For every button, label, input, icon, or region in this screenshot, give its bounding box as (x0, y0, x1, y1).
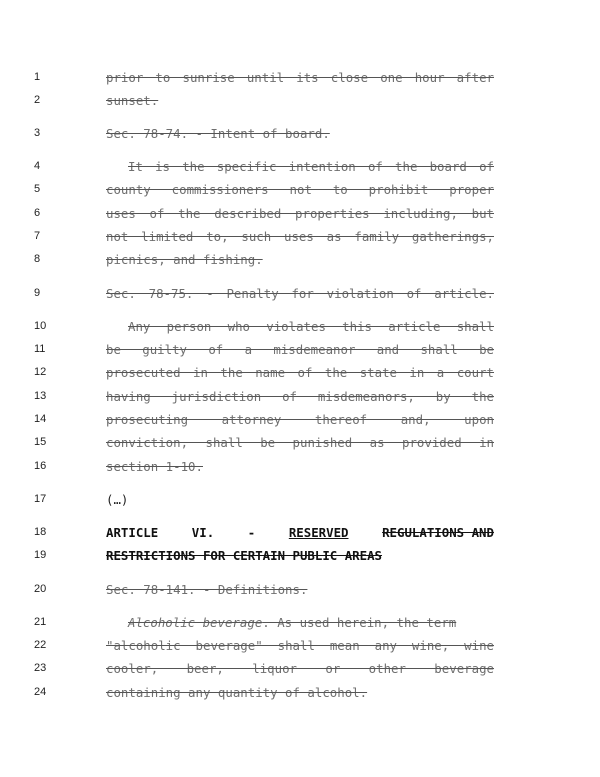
struck-text: prosecuted in the name of the state in a court (106, 365, 494, 380)
line-22 (0, 635, 600, 657)
line-number: 13 (34, 390, 47, 402)
line-21 (0, 612, 600, 634)
line-number: 1 (34, 71, 41, 83)
line-17 (0, 489, 600, 511)
deleted-text: REGULATIONS AND (382, 525, 494, 540)
line-number: 10 (34, 320, 47, 332)
ellipsis-text: (…) (106, 492, 129, 507)
line-16 (0, 456, 600, 478)
line-number: 12 (34, 366, 47, 378)
section-heading: Sec. 78-74. - Intent of board. (106, 126, 330, 141)
line-15 (0, 432, 600, 454)
struck-text (106, 612, 494, 634)
line-13 (0, 386, 600, 408)
section-heading: Sec. 78-141. - Definitions. (106, 582, 308, 597)
line-19 (0, 545, 600, 567)
article-dash: - (247, 525, 256, 540)
line-8 (0, 249, 600, 271)
article-word: ARTICLE (106, 525, 159, 540)
line-6 (0, 203, 600, 225)
line-number: 16 (34, 460, 47, 472)
line-24 (0, 682, 600, 704)
line-number: 3 (34, 127, 41, 139)
deleted-text: RESTRICTIONS FOR CERTAIN PUBLIC AREAS (106, 548, 383, 563)
line-7 (0, 226, 600, 248)
article-heading (106, 522, 494, 544)
struck-text: picnics, and fishing. (106, 252, 263, 267)
line-number: 22 (34, 639, 47, 651)
line-1 (0, 67, 600, 89)
line-20 (0, 579, 600, 601)
line-4 (0, 156, 600, 178)
struck-text: having jurisdiction of misdemeanors, by the (106, 389, 494, 404)
struck-text: "alcoholic beverage" shall mean any wine, wine (106, 638, 494, 653)
line-number: 19 (34, 549, 47, 561)
line-number: 2 (34, 94, 41, 106)
line-number: 15 (34, 436, 47, 448)
line-5 (0, 179, 600, 201)
struck-text: Any person who violates this article shall (128, 319, 494, 334)
line-23 (0, 658, 600, 680)
line-number: 8 (34, 253, 41, 265)
line-9 (0, 283, 600, 305)
line-number: 14 (34, 413, 47, 425)
line-number: 24 (34, 686, 47, 698)
line-11 (0, 339, 600, 361)
line-10 (0, 316, 600, 338)
line-number: 23 (34, 662, 47, 674)
struck-text: It is the specific intention of the board of (128, 159, 494, 174)
struck-text: uses of the described properties including, but (106, 206, 494, 221)
struck-text: not limited to, such uses as family gatherings, (106, 229, 494, 244)
struck-text: conviction, shall be punished as provided in (106, 435, 494, 450)
line-number: 6 (34, 207, 41, 219)
line-3 (0, 123, 600, 145)
struck-text: cooler, beer, liquor or other beverage (106, 661, 494, 676)
struck-text: be guilty of a misdemeanor and shall be (106, 342, 494, 357)
line-number: 7 (34, 230, 41, 242)
line-number: 21 (34, 616, 47, 628)
line-14 (0, 409, 600, 431)
struck-text: sunset. (106, 93, 159, 108)
line-12 (0, 362, 600, 384)
inserted-text-reserved: RESERVED (288, 525, 349, 540)
struck-text: prosecuting attorney thereof and, upon (106, 412, 494, 427)
line-number: 18 (34, 526, 47, 538)
section-heading: Sec. 78-75. - Penalty for violation of article. (106, 286, 494, 301)
definition-text: . As used herein, the term (262, 615, 457, 630)
line-number: 4 (34, 160, 41, 172)
struck-text: containing any quantity of alcohol. (106, 685, 368, 700)
line-number: 5 (34, 183, 41, 195)
line-number: 20 (34, 583, 47, 595)
line-number: 17 (34, 493, 47, 505)
struck-text: section 1-10. (106, 459, 203, 474)
struck-text: county commissioners not to prohibit proper (106, 182, 494, 197)
struck-text: prior to sunrise until its close one hour after (106, 70, 494, 85)
defined-term: Alcoholic beverage (128, 615, 263, 630)
article-number: VI. (191, 525, 215, 540)
line-18 (0, 522, 600, 544)
line-number: 9 (34, 287, 41, 299)
line-2 (0, 90, 600, 112)
line-number: 11 (34, 343, 46, 355)
